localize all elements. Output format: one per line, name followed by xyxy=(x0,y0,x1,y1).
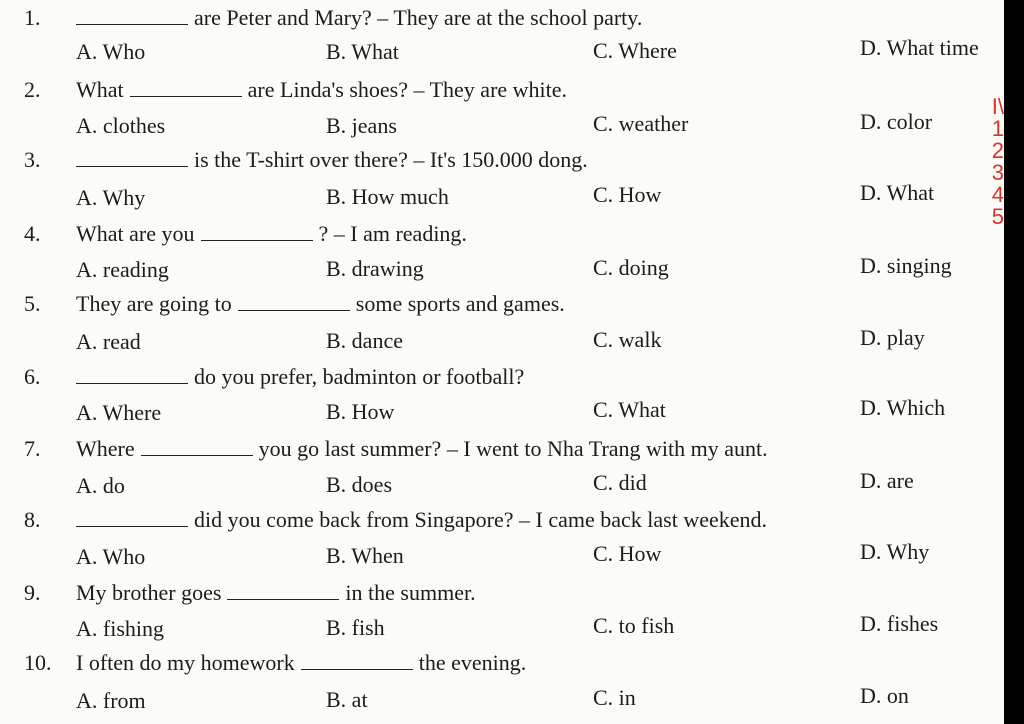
question-text xyxy=(76,145,588,175)
question-text xyxy=(76,648,526,678)
option-a: A. Why xyxy=(76,185,146,210)
question-before: My brother goes xyxy=(76,580,222,605)
option-d: D. Why xyxy=(860,539,930,564)
question-number: 1. xyxy=(24,5,41,30)
option-b: B. How much xyxy=(326,184,449,209)
question-after: are Peter and Mary? – They are at the school party. xyxy=(194,5,643,30)
option-b: B. When xyxy=(326,543,404,568)
question-1 xyxy=(0,3,1004,33)
question-number: 4. xyxy=(24,221,41,246)
question-6 xyxy=(0,362,1004,392)
option-a: A. Where xyxy=(76,400,162,425)
question-4 xyxy=(0,219,1004,249)
option-c: C. did xyxy=(593,470,647,495)
option-a: A. Who xyxy=(76,544,146,569)
margin-mark: 5 xyxy=(991,204,1004,229)
question-after: some sports and games. xyxy=(355,291,565,316)
question-number: 5. xyxy=(24,291,41,316)
question-before: They are going to xyxy=(76,291,232,316)
question-2 xyxy=(0,75,1004,105)
option-d: D. fishes xyxy=(860,611,939,636)
option-a: A. Who xyxy=(76,39,146,64)
option-b: B. How xyxy=(326,399,395,424)
question-after: do you prefer, badminton or football? xyxy=(194,364,525,389)
option-c: C. doing xyxy=(593,255,669,280)
margin-marks xyxy=(982,96,1004,228)
question-text xyxy=(76,578,476,608)
option-c: C. Where xyxy=(593,38,677,63)
margin-mark: I\ xyxy=(991,94,1004,119)
answer-blank xyxy=(76,365,188,384)
question-before: I often do my homework xyxy=(76,650,295,675)
question-7 xyxy=(0,434,1004,464)
option-c: C. in xyxy=(593,685,636,710)
question-number: 7. xyxy=(24,436,41,461)
option-d: D. play xyxy=(860,325,925,350)
option-c: C. weather xyxy=(593,111,689,136)
option-a: A. fishing xyxy=(76,616,164,641)
option-a: A. read xyxy=(76,329,141,354)
option-b: B. jeans xyxy=(326,113,397,138)
margin-mark: 4 xyxy=(991,182,1004,207)
option-b: B. at xyxy=(326,687,368,712)
option-c: C. What xyxy=(593,397,666,422)
question-number: 9. xyxy=(24,580,41,605)
option-d: D. What xyxy=(860,180,935,205)
question-before: What are you xyxy=(76,221,195,246)
option-c: C. to fish xyxy=(593,613,675,638)
option-a: A. clothes xyxy=(76,113,166,138)
question-after: is the T-shirt over there? – It's 150.000 dong. xyxy=(194,147,588,172)
option-b: B. does xyxy=(326,472,392,497)
question-number: 2. xyxy=(24,77,41,102)
question-after: are Linda's shoes? – They are white. xyxy=(247,77,568,102)
option-d: D. on xyxy=(860,683,909,708)
option-d: D. are xyxy=(860,468,914,493)
question-10 xyxy=(0,648,1004,678)
option-c: C. walk xyxy=(593,327,662,352)
question-3 xyxy=(0,145,1004,175)
question-5 xyxy=(0,289,1004,319)
question-text xyxy=(76,362,524,392)
answer-blank xyxy=(76,6,188,25)
margin-mark: 2 xyxy=(991,138,1004,163)
question-before: What xyxy=(76,77,124,102)
option-b: B. drawing xyxy=(326,256,424,281)
question-number: 10. xyxy=(24,650,52,675)
option-a: A. do xyxy=(76,473,125,498)
question-text xyxy=(76,434,768,464)
question-text xyxy=(76,289,565,319)
option-a: A. from xyxy=(76,688,146,713)
option-c: C. How xyxy=(593,541,662,566)
option-a: A. reading xyxy=(76,257,169,282)
answer-blank xyxy=(130,78,242,97)
option-d: D. Which xyxy=(860,395,946,420)
option-b: B. dance xyxy=(326,328,403,353)
question-number: 6. xyxy=(24,364,41,389)
answer-blank xyxy=(301,651,413,670)
question-after: the evening. xyxy=(418,650,527,675)
question-8 xyxy=(0,505,1004,535)
option-d: D. What time xyxy=(860,35,979,60)
answer-blank xyxy=(76,148,188,167)
question-before: Where xyxy=(76,436,135,461)
margin-mark: 3 xyxy=(991,160,1004,185)
option-c: C. How xyxy=(593,182,662,207)
answer-blank xyxy=(238,292,350,311)
question-text xyxy=(76,505,767,535)
question-after: in the summer. xyxy=(345,580,476,605)
question-number: 8. xyxy=(24,507,41,532)
question-after: did you come back from Singapore? – I came back last weekend. xyxy=(194,507,768,532)
question-text xyxy=(76,3,642,33)
answer-blank xyxy=(201,222,313,241)
question-number: 3. xyxy=(24,147,41,172)
answer-blank xyxy=(227,581,339,600)
answer-blank xyxy=(141,437,253,456)
question-text xyxy=(76,75,567,105)
margin-mark: 1 xyxy=(991,116,1004,141)
option-d: D. color xyxy=(860,109,933,134)
option-d: D. singing xyxy=(860,253,952,278)
question-text xyxy=(76,219,467,249)
answer-blank xyxy=(76,508,188,527)
question-9 xyxy=(0,578,1004,608)
question-after: ? – I am reading. xyxy=(318,221,467,246)
option-b: B. fish xyxy=(326,615,385,640)
option-b: B. What xyxy=(326,39,399,64)
question-after: you go last summer? – I went to Nha Trang with my aunt. xyxy=(258,436,768,461)
